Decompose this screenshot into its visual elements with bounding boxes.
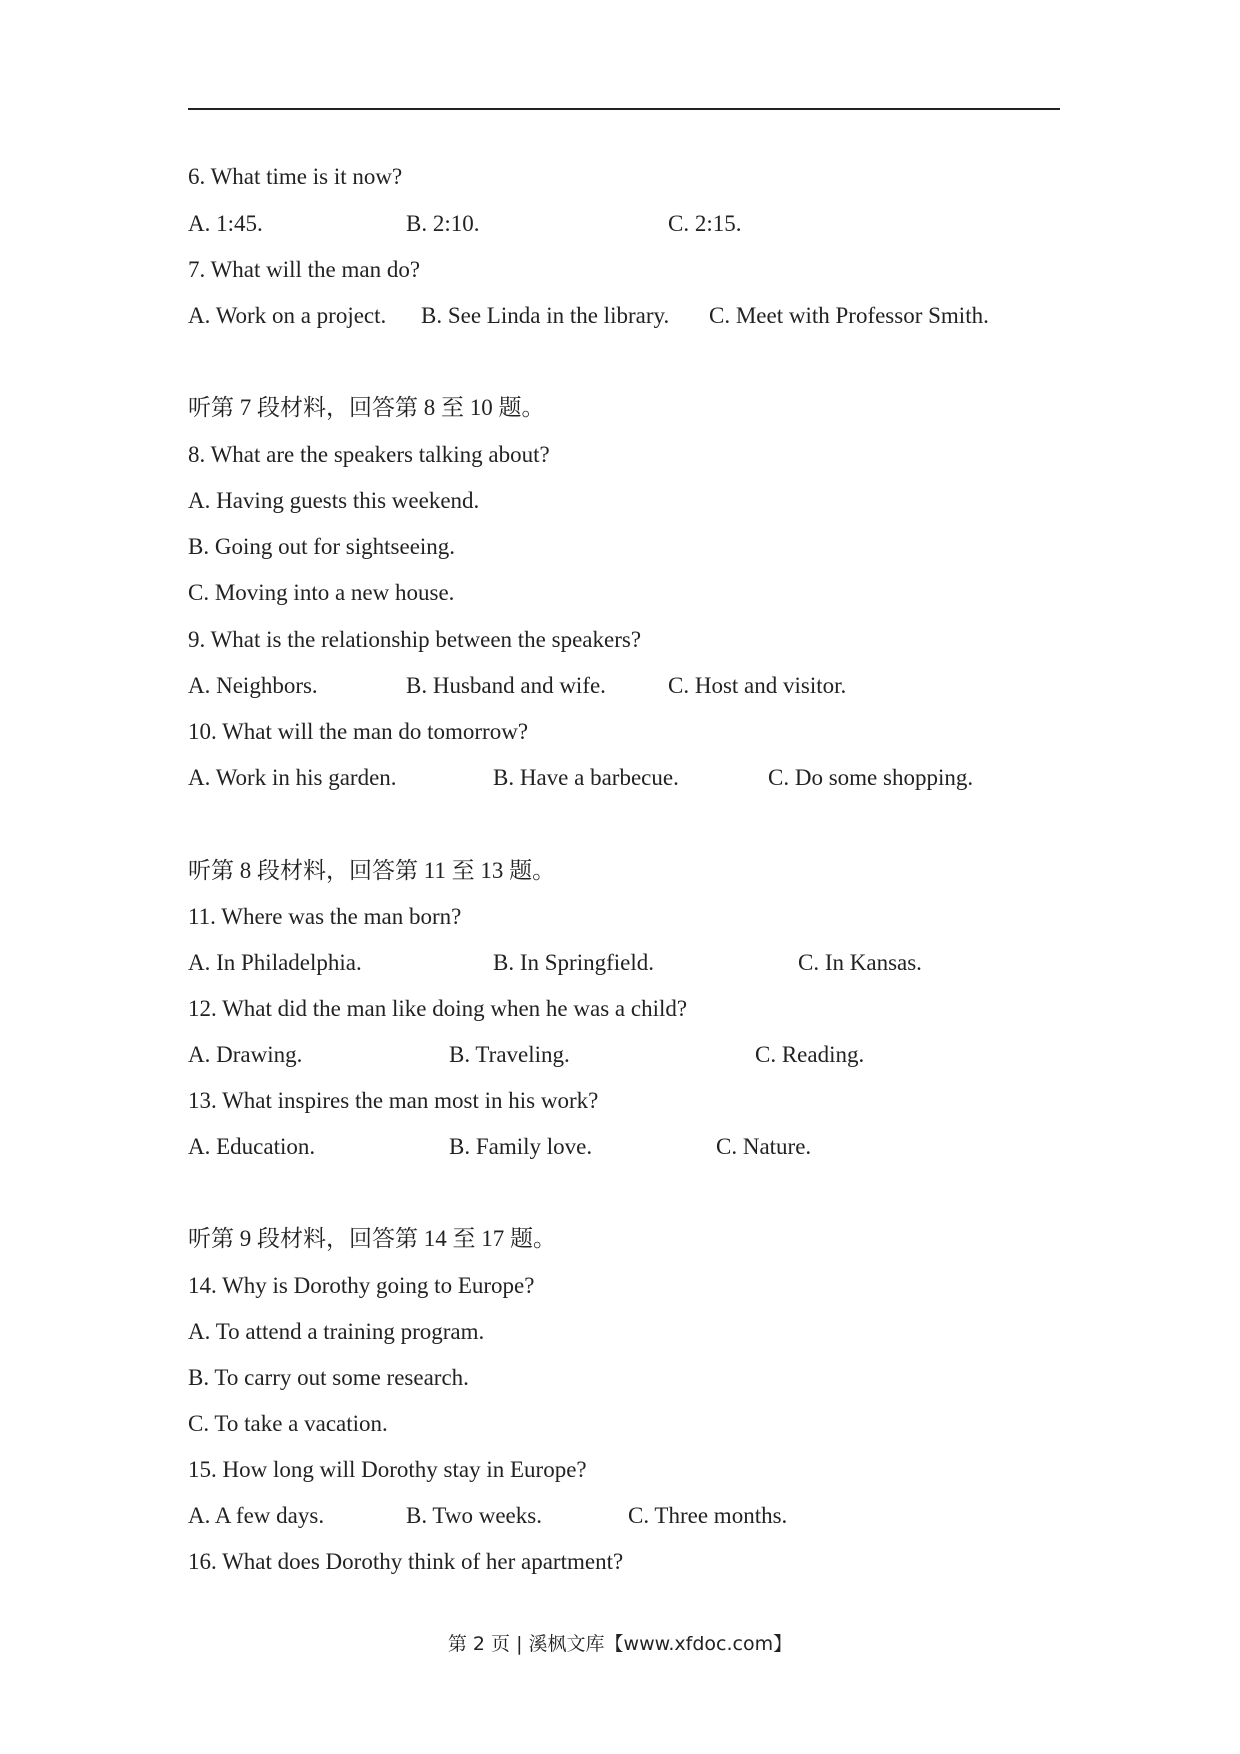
option-b: B. Family love. [449,1134,593,1159]
option-a: A. Neighbors. [188,673,318,698]
header-rule [188,108,1060,110]
option-b: B. Two weeks. [406,1503,542,1528]
option-b: B. Have a barbecue. [493,765,679,790]
option-b: B. In Springfield. [493,950,654,975]
option-c: C. In Kansas. [798,950,922,975]
section-heading-text: 听第 9 段材料，回答第 14 至 17 题。 [188,1226,556,1251]
question-7-options [188,301,1060,331]
question-6 [188,162,402,192]
question-text: 7. What will the man do? [188,257,421,282]
question-text: 9. What is the relationship between the speakers? [188,627,642,652]
question-8-option-b [188,532,455,562]
question-16 [188,1547,623,1577]
question-11-options [188,948,1060,978]
option-a: A. Education. [188,1134,316,1159]
question-13 [188,1086,598,1116]
option-b: B. Going out for sightseeing. [188,534,456,559]
option-c: C. Nature. [716,1134,812,1159]
question-text: 10. What will the man do tomorrow? [188,719,529,744]
option-b: B. To carry out some research. [188,1365,469,1390]
question-text: 16. What does Dorothy think of her apartment? [188,1549,624,1574]
page-footer: 第 2 页 | 溪枫文库【www.xfdoc.com】 [447,1633,793,1655]
question-10 [188,717,528,747]
option-c: C. To take a vacation. [188,1411,388,1436]
option-c: C. 2:15. [668,211,742,236]
question-13-options [188,1132,1060,1162]
question-9 [188,625,641,655]
question-15 [188,1455,587,1485]
question-text: 6. What time is it now? [188,164,403,189]
question-14 [188,1271,534,1301]
section-7-heading [188,393,545,423]
question-9-options [188,671,1060,701]
question-12-options [188,1040,1060,1070]
question-11 [188,902,461,932]
question-8-option-c [188,578,454,608]
option-a: A. To attend a training program. [188,1319,485,1344]
question-text: 13. What inspires the man most in his work? [188,1088,599,1113]
question-10-options [188,763,1060,793]
option-a: A. 1:45. [188,211,263,236]
option-b: B. Traveling. [449,1042,570,1067]
option-c: C. Meet with Professor Smith. [709,303,989,328]
question-12 [188,994,687,1024]
option-a: A. Work on a project. [188,303,387,328]
question-8 [188,440,550,470]
option-a: A. In Philadelphia. [188,950,362,975]
question-15-options [188,1501,1060,1531]
section-8-heading [188,856,555,886]
option-b: B. See Linda in the library. [421,303,670,328]
option-c: C. Three months. [628,1503,788,1528]
section-heading-text: 听第 7 段材料，回答第 8 至 10 题。 [188,395,545,420]
option-a: A. A few days. [188,1503,325,1528]
option-c: C. Do some shopping. [768,765,974,790]
option-c: C. Reading. [755,1042,865,1067]
question-14-option-c [188,1409,388,1439]
option-c: C. Host and visitor. [668,673,847,698]
option-b: B. 2:10. [406,211,480,236]
option-b: B. Husband and wife. [406,673,606,698]
option-a: A. Drawing. [188,1042,303,1067]
option-a: A. Having guests this weekend. [188,488,480,513]
option-c: C. Moving into a new house. [188,580,455,605]
question-text: 12. What did the man like doing when he was a child? [188,996,688,1021]
question-text: 14. Why is Dorothy going to Europe? [188,1273,535,1298]
section-heading-text: 听第 8 段材料，回答第 11 至 13 题。 [188,858,556,883]
section-9-heading [188,1224,556,1254]
question-8-option-a [188,486,479,516]
question-text: 15. How long will Dorothy stay in Europe? [188,1457,587,1482]
question-text: 8. What are the speakers talking about? [188,442,550,467]
question-7 [188,255,420,285]
question-14-option-a [188,1317,484,1347]
question-text: 11. Where was the man born? [188,904,462,929]
option-a: A. Work in his garden. [188,765,397,790]
question-6-options [188,209,1060,239]
question-14-option-b [188,1363,469,1393]
